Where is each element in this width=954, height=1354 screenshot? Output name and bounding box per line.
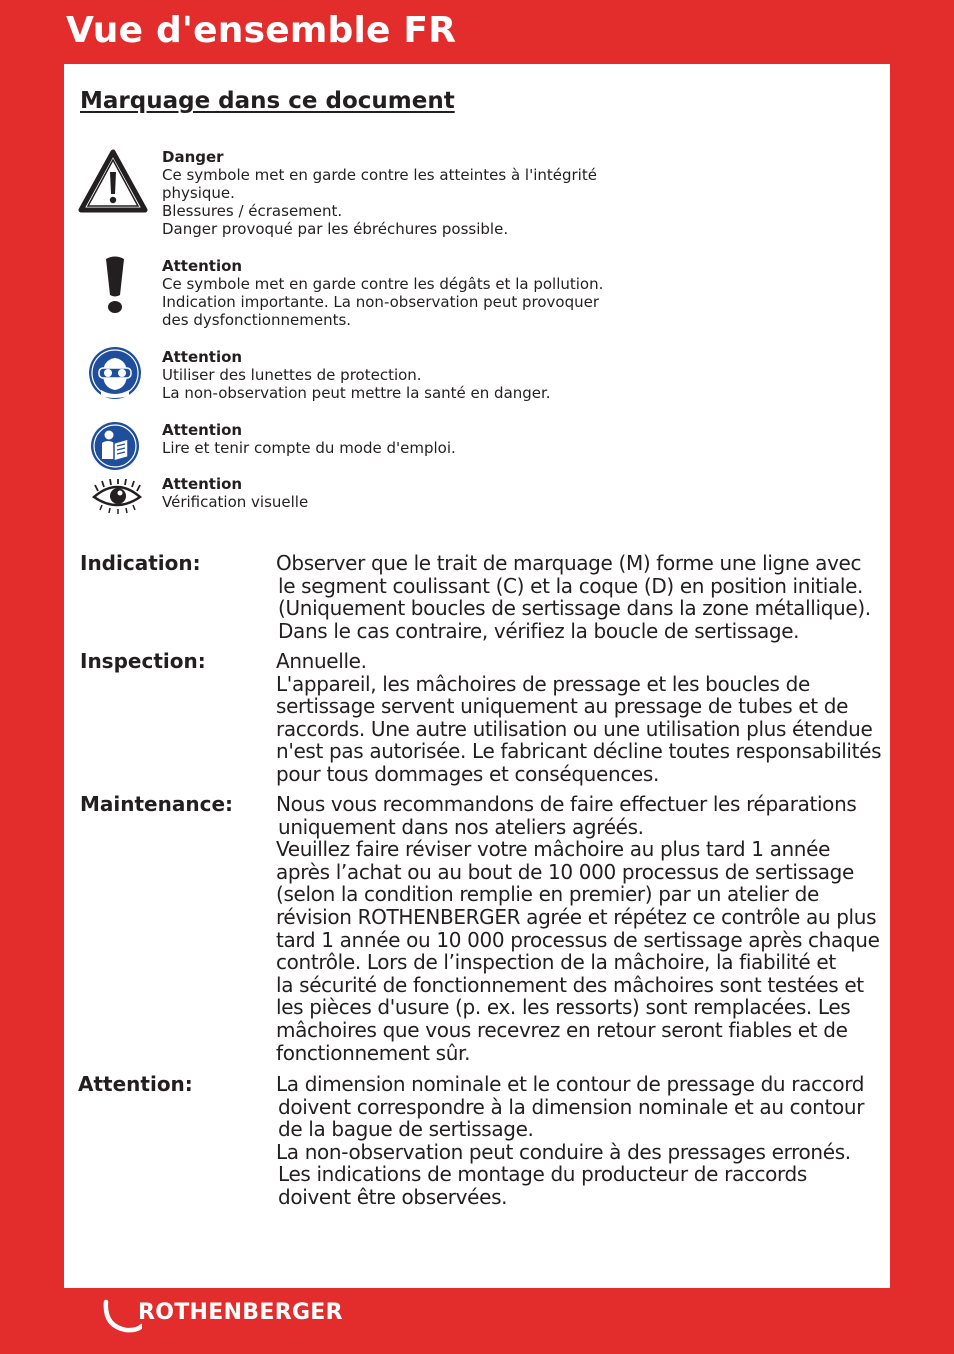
info-label: Maintenance:	[80, 792, 234, 816]
marking-line: Utiliser des lunettes de protection.	[162, 366, 422, 384]
info-label: Inspection:	[80, 649, 206, 673]
info-line: doivent correspondre à la dimension nominale et au contour	[278, 1094, 865, 1119]
marking-title: Attention	[162, 257, 243, 275]
info-line: (Uniquement boucles de sertissage dans la zone métallique).	[278, 596, 871, 621]
info-line: La dimension nominale et le contour de pressage du raccord	[276, 1072, 865, 1096]
logo-swoosh-icon	[102, 1298, 142, 1334]
marking-text	[162, 421, 632, 457]
marking-line: Blessures / écrasement.	[162, 202, 343, 220]
brand-logo	[102, 1296, 362, 1336]
danger-triangle-icon	[78, 148, 148, 214]
info-body	[276, 1073, 881, 1209]
marking-line: Lire et tenir compte du mode d'emploi.	[162, 439, 456, 457]
info-line: contrôle. Lors de l’inspection de la mâchoire, la fiabilité et	[276, 950, 836, 975]
marking-line: Indication importante. La non-observation peut provoquer	[162, 293, 600, 311]
info-line: révision ROTHENBERGER agrée et répétez ce contrôle au plus	[276, 904, 877, 929]
marking-line: Vérification visuelle	[162, 493, 309, 511]
info-line: Veuillez faire réviser votre mâchoire au plus tard 1 année	[276, 837, 831, 862]
eye-icon	[92, 479, 142, 515]
marking-line: des dysfonctionnements.	[162, 311, 352, 329]
marking-title: Attention	[162, 475, 243, 493]
info-line: la sécurité de fonctionnement des mâchoires sont testées et	[276, 972, 864, 997]
info-line: uniquement dans nos ateliers agréés.	[278, 814, 644, 839]
exclamation-icon	[98, 255, 132, 315]
info-line: mâchoires que vous recevrez en retour seront fiables et de	[276, 1017, 848, 1042]
info-body	[276, 793, 881, 1064]
marking-title: Attention	[162, 421, 243, 439]
marking-line: La non-observation peut mettre la santé en danger.	[162, 384, 551, 402]
info-line: raccords. Une autre utilisation ou une utilisation plus étendue	[276, 716, 873, 741]
brand-name: ROTHENBERGER	[138, 1300, 343, 1325]
info-body	[276, 552, 881, 642]
info-line: le segment coulissant (C) et la coque (D) en position initiale.	[278, 573, 864, 598]
marking-line: physique.	[162, 184, 235, 202]
info-line: Dans le cas contraire, vérifiez la boucle de sertissage.	[278, 618, 800, 643]
safety-goggles-icon	[88, 346, 142, 400]
section-heading: Marquage dans ce document	[80, 88, 455, 114]
info-label: Attention:	[78, 1072, 193, 1096]
info-line: tard 1 année ou 10 000 processus de sertissage après chaque	[276, 927, 880, 952]
info-line: Les indications de montage du producteur de raccords	[278, 1162, 807, 1187]
info-line: L'appareil, les mâchoires de pressage et les boucles de	[276, 671, 810, 696]
marking-title: Attention	[162, 348, 243, 366]
info-line: pour tous dommages et conséquences.	[276, 761, 659, 786]
info-line: les pièces d'usure (p. ex. les ressorts) sont remplacées. Les	[276, 995, 851, 1020]
info-line: après l’achat ou au bout de 10 000 processus de sertissage	[276, 859, 854, 884]
info-line: (selon la condition remplie en premier) par un atelier de	[276, 882, 819, 907]
marking-line: Ce symbole met en garde contre les dégâts et la pollution.	[162, 275, 604, 293]
read-manual-icon	[90, 421, 140, 471]
marking-line: Ce symbole met en garde contre les atteintes à l'intégrité	[162, 166, 597, 184]
info-line: sertissage servent uniquement au pressage de tubes et de	[276, 694, 849, 719]
marking-title: Danger	[162, 148, 224, 166]
info-label: Indication:	[80, 551, 201, 575]
info-line: de la bague de sertissage.	[278, 1117, 534, 1142]
page-title: Vue d'ensemble FR	[66, 10, 457, 51]
marking-text	[162, 475, 632, 511]
info-line: n'est pas autorisée. Le fabricant décline toutes responsabilités	[276, 739, 882, 764]
info-line: La non-observation peut conduire à des pressages erronés.	[276, 1139, 851, 1164]
info-line: Observer que le trait de marquage (M) forme une ligne avec	[276, 551, 862, 575]
info-body	[276, 650, 881, 786]
info-line: fonctionnement sûr.	[276, 1040, 471, 1065]
content-panel	[64, 64, 890, 1288]
info-line: doivent être observées.	[278, 1184, 508, 1209]
marking-line: Danger provoqué par les ébréchures possible.	[162, 220, 509, 238]
info-line: Nous vous recommandons de faire effectuer les réparations	[276, 792, 857, 816]
marking-text	[162, 148, 632, 238]
info-line: Annuelle.	[276, 649, 367, 673]
marking-text	[162, 257, 632, 329]
marking-text	[162, 348, 632, 402]
